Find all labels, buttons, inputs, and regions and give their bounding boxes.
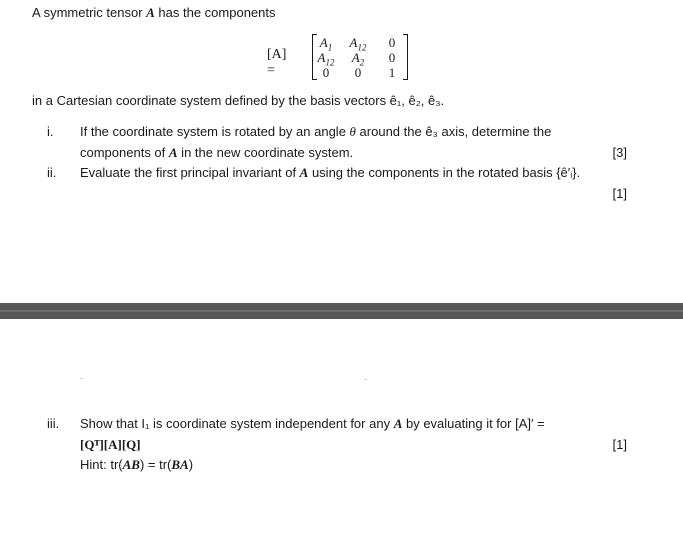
hint-text-end: ) (188, 457, 194, 472)
hint-ab: AB (122, 457, 140, 472)
hint-text-mid: ) = tr( (139, 457, 172, 472)
question-numeral: ii. (47, 165, 57, 180)
scan-artifact (364, 379, 367, 380)
matrix-cell: $A_2$ (351, 50, 365, 68)
q1-text-b: around the ê₃ axis, determine the (355, 124, 552, 139)
q1-text-c: components of (80, 145, 169, 160)
matrix-cell: $A_1$ (319, 35, 333, 53)
intro-text (32, 5, 276, 21)
tensor-symbol: A (168, 145, 178, 160)
q2-text-a: Evaluate the first principal invariant of (80, 165, 300, 180)
q3-text-a: Show that I₁ is coordinate system independent for any (80, 416, 394, 431)
matrix-cell: 0 (388, 50, 396, 65)
marks-label: [1] (612, 186, 627, 201)
intro-prefix: A symmetric tensor (32, 5, 147, 20)
matrix-cell: $A_{12}$ (317, 50, 335, 68)
hint-text-a: Hint: tr( (80, 457, 123, 472)
theta-symbol: θ (349, 124, 356, 139)
basis-text: in a Cartesian coordinate system defined by the basis vectors ê₁, ê₂, ê₃. (32, 93, 445, 108)
hint-line (80, 457, 193, 473)
tensor-symbol: A (299, 165, 309, 180)
q3-text-b: by evaluating it for [A]′ = (402, 416, 545, 431)
marks-label: [1] (612, 437, 627, 452)
question-i-line1 (80, 124, 551, 140)
matrix-label: [A] = (267, 47, 287, 78)
scan-artifact (80, 378, 83, 379)
tensor-symbol: A (146, 5, 155, 20)
question-ii-line1 (80, 165, 580, 181)
matrix-cell: $A_{12}$ (349, 35, 367, 53)
hint-ba: BA (171, 457, 189, 472)
q2-text-b: using the components in the rotated basis {ê′ᵢ}. (308, 165, 581, 180)
question-iii-line2: [Qᵀ][A][Q] (80, 437, 141, 452)
matrix-cell: 1 (388, 65, 396, 80)
question-numeral: iii. (47, 416, 60, 431)
tensor-symbol: A (393, 416, 403, 431)
question-i-line2 (80, 145, 353, 161)
intro-suffix: has the components (154, 5, 276, 20)
section-divider (0, 303, 683, 319)
matrix-cell: 0 (322, 65, 330, 80)
matrix-cell: 0 (388, 35, 396, 50)
question-numeral: i. (47, 124, 54, 139)
q1-text-a: If the coordinate system is rotated by an angle (80, 124, 350, 139)
question-iii-line1 (80, 416, 545, 432)
matrix-cell: 0 (354, 65, 362, 80)
q1-text-d: in the new coordinate system. (177, 145, 354, 160)
marks-label: [3] (612, 145, 627, 160)
